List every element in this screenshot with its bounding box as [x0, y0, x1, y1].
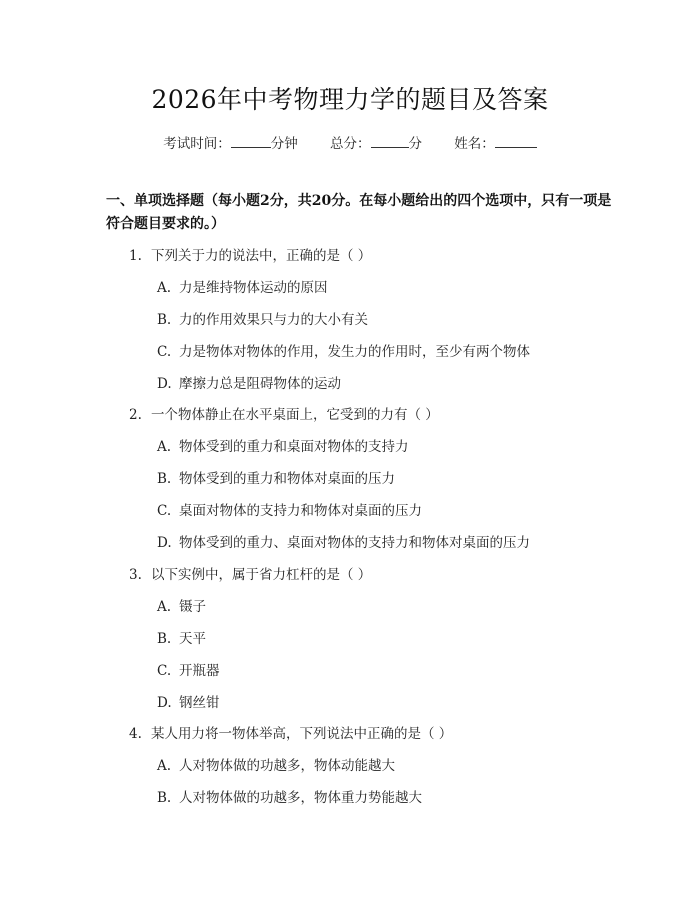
question-2-option-d [157, 531, 530, 551]
exam-time [163, 132, 298, 152]
option-text: 桌面对物体的支持力和物体对桌面的压力 [179, 503, 422, 519]
option-letter: B. [157, 312, 172, 328]
page-title: 2026年中考物理力学的题目及答案 [151, 85, 549, 114]
question-text: 一个物体静止在水平桌面上，它受到的力有（ ） [151, 407, 439, 423]
total-score-label: 总分： [330, 136, 371, 152]
question-number: 1. [129, 248, 142, 264]
option-text: 镊子 [179, 599, 206, 615]
question-1-option-d [157, 372, 341, 392]
question-number: 3. [129, 567, 142, 583]
question-number: 2. [129, 407, 142, 423]
option-letter: A. [157, 439, 172, 455]
student-name-blank [495, 133, 537, 148]
option-letter: A. [157, 758, 172, 774]
option-letter: D. [157, 535, 172, 551]
question-3-option-c [157, 659, 220, 679]
option-letter: B. [157, 631, 172, 647]
option-text: 钢丝钳 [179, 695, 220, 711]
option-letter: C. [157, 344, 172, 360]
total-score-unit: 分 [408, 136, 422, 152]
question-1-option-a [157, 276, 328, 296]
option-text: 物体受到的重力、桌面对物体的支持力和物体对桌面的压力 [179, 535, 530, 551]
option-text: 天平 [179, 631, 206, 647]
question-1-option-b [157, 308, 368, 328]
question-text: 以下实例中，属于省力杠杆的是（ ） [151, 567, 372, 583]
option-letter: A. [157, 599, 172, 615]
question-3-option-d [157, 691, 220, 711]
question-4-option-b [157, 786, 422, 806]
option-text: 摩擦力总是阻碍物体的运动 [179, 376, 341, 392]
option-letter: C. [157, 663, 172, 679]
option-text: 力的作用效果只与力的大小有关 [179, 312, 368, 328]
question-3-option-a [157, 595, 206, 615]
option-text: 物体受到的重力和物体对桌面的压力 [179, 471, 395, 487]
option-text: 开瓶器 [179, 663, 220, 679]
section-heading: 一、单项选择题（每小题2分，共20分。在每小题给出的四个选项中，只有一项是符合题目要求的。） [106, 193, 612, 232]
exam-time-blank [231, 133, 271, 148]
option-letter: B. [157, 471, 172, 487]
option-letter: D. [157, 695, 172, 711]
option-text: 力是物体对物体的作用，发生力的作用时，至少有两个物体 [179, 344, 530, 360]
question-2-option-b [157, 467, 395, 487]
option-letter: C. [157, 503, 172, 519]
question-2 [129, 403, 439, 423]
question-text: 某人用力将一物体举高，下列说法中正确的是（ ） [151, 726, 453, 742]
question-1-option-c [157, 340, 530, 360]
option-text: 力是维持物体运动的原因 [179, 280, 328, 296]
exam-info-line [0, 132, 700, 152]
option-letter: D. [157, 376, 172, 392]
question-2-option-c [157, 499, 422, 519]
total-score-blank [371, 133, 409, 148]
option-text: 人对物体做的功越多，物体重力势能越大 [179, 790, 422, 806]
question-text: 下列关于力的说法中，正确的是（ ） [151, 248, 372, 264]
question-2-option-a [157, 435, 409, 455]
total-score [330, 132, 422, 152]
option-letter: A. [157, 280, 172, 296]
student-name [454, 132, 537, 152]
question-3 [129, 563, 371, 583]
question-4 [129, 722, 452, 742]
option-text: 物体受到的重力和桌面对物体的支持力 [179, 439, 409, 455]
student-name-label: 姓名： [454, 136, 495, 152]
option-letter: B. [157, 790, 172, 806]
exam-time-unit: 分钟 [270, 136, 298, 152]
question-number: 4. [129, 726, 142, 742]
question-1 [129, 244, 371, 264]
question-4-option-a [157, 754, 395, 774]
option-text: 人对物体做的功越多，物体动能越大 [179, 758, 395, 774]
exam-time-label: 考试时间： [163, 136, 231, 152]
question-3-option-b [157, 627, 206, 647]
